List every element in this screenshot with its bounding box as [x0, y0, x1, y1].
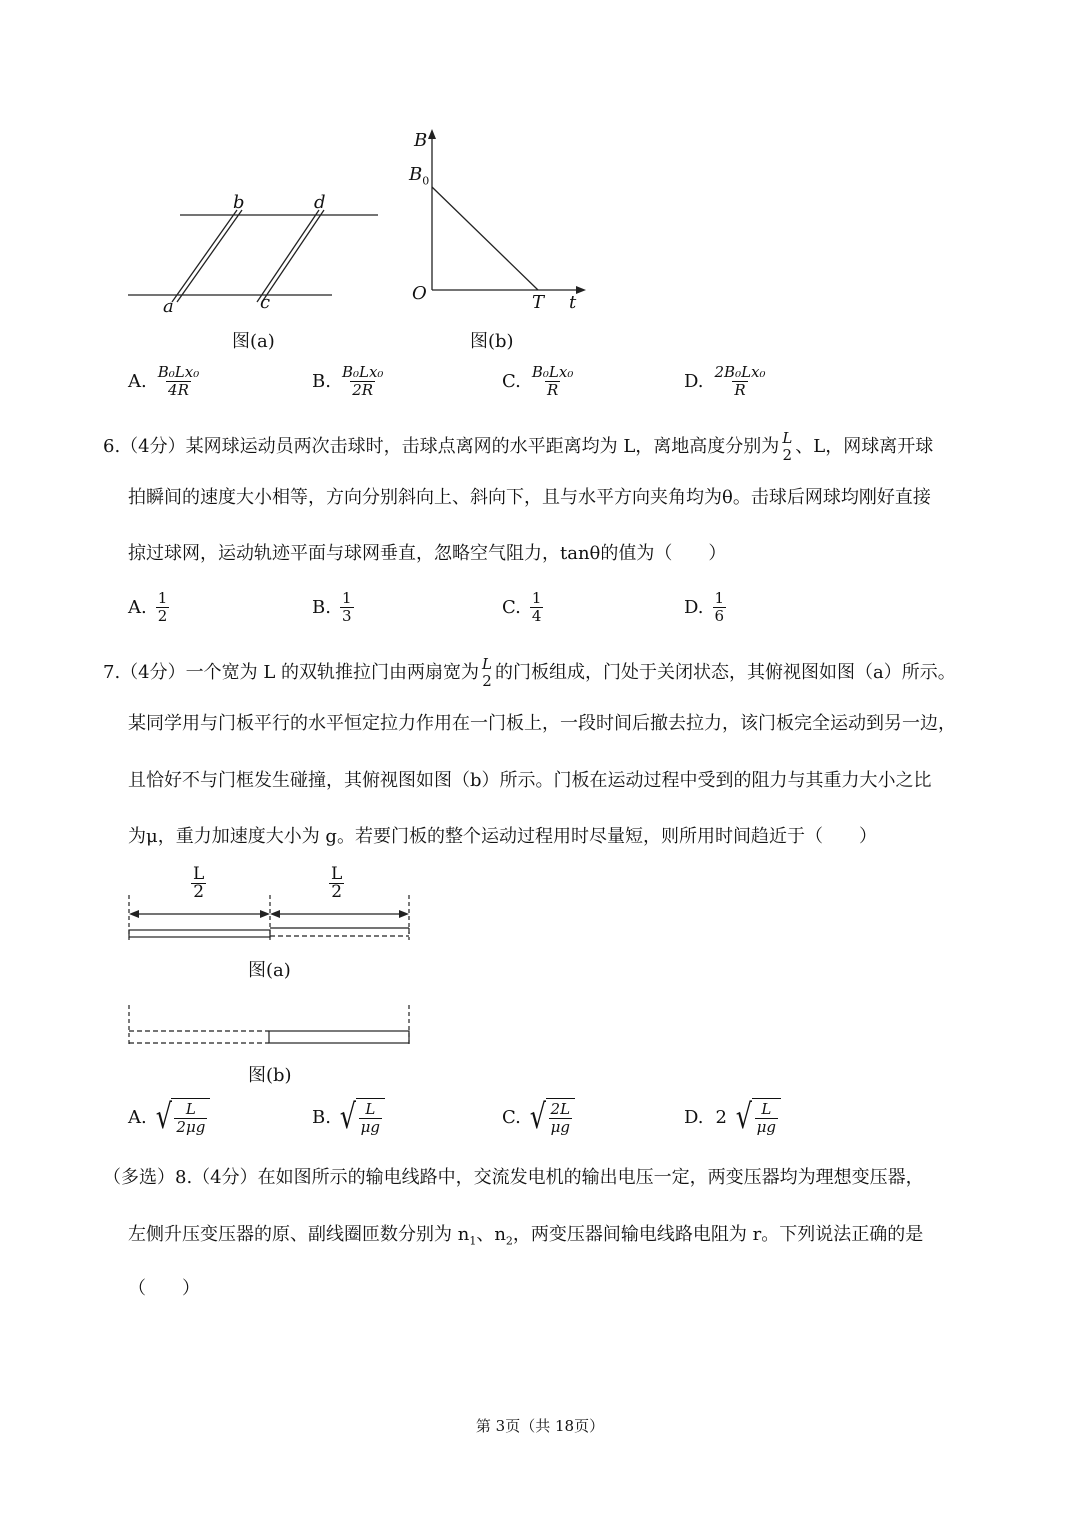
q6-stem-line1: 6.（4分）某网球运动员两次击球时，击球点离网的水平距离均为 L，离地高度分别为 L 2 、L，网球离开球 — [103, 429, 934, 464]
fig-b-origin: O — [412, 283, 427, 304]
q6-option-c[interactable]: C. $\frac{1}{4}$ — [502, 589, 542, 625]
q8-stem-line2: 左侧升压变压器的原、副线圈匝数分别为 $n_1$、$n_2$，两变压器间输电线路电阻为 r。下列说法正确的是 — [128, 1224, 924, 1248]
q7-option-d[interactable]: D. 2 √ $\frac{L}{\mu g}$ — [684, 1098, 781, 1136]
q7-option-a-sqrt: √ $\frac{L}{2\mu g}$ — [153, 1098, 211, 1136]
q6-option-a-fraction: $\frac{1}{2}$ — [157, 589, 168, 625]
fig-b-b0: $B_0$ — [409, 164, 430, 188]
q6-stem-line3: 掠过球网，运动轨迹平面与球网垂直，忽略空气阻力，tanθ的值为（ ） — [128, 543, 727, 564]
q7-fig-b-caption: 图(b) — [248, 1065, 292, 1086]
q6-height-fraction: L 2 — [782, 429, 793, 464]
q7-option-a[interactable]: A. √ $\frac{L}{2\mu g}$ — [128, 1098, 210, 1136]
q6-option-a[interactable]: A. $\frac{1}{2}$ — [128, 589, 168, 625]
page-footer: 第 3页（共 18页） — [475, 1417, 605, 1435]
q6-stem-line2: 拍瞬间的速度大小相等，方向分别斜向上、斜向下，且与水平方向夹角均为θ。击球后网球均刚好直接 — [128, 487, 931, 508]
q6-option-d[interactable]: D. $\frac{1}{6}$ — [684, 589, 725, 625]
q5-option-a[interactable]: A. $\frac{\text{B₀Lx₀}}{4R}$ — [128, 363, 200, 399]
q7-stem-line4: 为μ，重力加速度大小为 g。若要门板的整个运动过程用时尽量短，则所用时间趋近于（ ） — [128, 826, 877, 847]
q5-option-b-fraction: $\frac{\text{B₀Lx₀}}{2R}$ — [341, 363, 384, 399]
q7-figure-b-doors — [120, 1005, 420, 1055]
q6-option-c-fraction: $\frac{1}{4}$ — [531, 589, 542, 625]
q7-stem-line2: 某同学用与门板平行的水平恒定拉力作用在一门板上，一段时间后撤去拉力，该门板完全运动到另一边， — [128, 713, 956, 734]
q6-option-b[interactable]: B. $\frac{1}{3}$ — [312, 589, 352, 625]
q7-option-b-sqrt: √ $\frac{L}{\mu g}$ — [337, 1098, 385, 1136]
q7-stem-line1: 7.（4分）一个宽为 L 的双轨推拉门由两扇宽为 L 2 的门板组成，门处于关闭状态，其俯视图如图（a）所示。 — [103, 655, 956, 690]
q5-option-c[interactable]: C. $\frac{\text{B₀Lx₀}}{R}$ — [502, 363, 574, 399]
q8-answer-paren: （ ） — [128, 1278, 200, 1299]
q7-option-c[interactable]: C. √ $\frac{2L}{\mu g}$ — [502, 1098, 575, 1136]
fig-b-caption: 图(b) — [470, 331, 514, 352]
q5-option-c-fraction: $\frac{\text{B₀Lx₀}}{R}$ — [531, 363, 574, 399]
q5-option-d[interactable]: D. $\frac{\text{2B₀Lx₀}}{R}$ — [684, 363, 766, 399]
q8-stem-line1: （多选）8.（4分）在如图所示的输电线路中，交流发电机的输出电压一定，两变压器均为理想变压器， — [103, 1167, 924, 1188]
fig-a-label-d: d — [314, 192, 326, 213]
q5-option-a-fraction: $\frac{\text{B₀Lx₀}}{4R}$ — [157, 363, 200, 399]
q7-fig-a-caption: 图(a) — [248, 960, 291, 981]
q7-option-c-sqrt: √ $\frac{2L}{\mu g}$ — [527, 1098, 575, 1136]
figure-a-rails — [120, 190, 390, 320]
q7-door-width-fraction: L 2 — [482, 655, 492, 690]
q7-stem-line3: 且恰好不与门框发生碰撞，其俯视图如图（b）所示。门板在运动过程中受到的阻力与其重力大小之比 — [128, 770, 932, 791]
q6-option-b-fraction: $\frac{1}{3}$ — [341, 589, 352, 625]
q5-option-b[interactable]: B. $\frac{\text{B₀Lx₀}}{2R}$ — [312, 363, 384, 399]
fig-b-axis-x: t — [569, 292, 577, 313]
q7-figure-a-doors — [120, 895, 420, 945]
q5-option-d-fraction: $\frac{\text{2B₀Lx₀}}{R}$ — [714, 363, 766, 399]
q7-fig-a-dim-right: $\frac{L}{2}$ — [331, 864, 343, 902]
q7-option-b[interactable]: B. √ $\frac{L}{\mu g}$ — [312, 1098, 385, 1136]
q7-option-d-coefficient: 2 — [715, 1106, 727, 1128]
q7-option-d-sqrt: √ $\frac{L}{\mu g}$ — [733, 1098, 781, 1136]
fig-a-label-a: a — [163, 296, 174, 317]
fig-a-caption: 图(a) — [232, 331, 275, 352]
q7-fig-a-dim-left: $\frac{L}{2}$ — [193, 864, 205, 902]
q6-option-d-fraction: $\frac{1}{6}$ — [714, 589, 725, 625]
fig-a-label-c: c — [260, 292, 271, 313]
fig-a-label-b: b — [233, 192, 245, 213]
fig-b-axis-y: B — [414, 130, 428, 151]
figure-b-graph — [420, 125, 595, 305]
fig-b-t-mark: T — [532, 292, 545, 313]
